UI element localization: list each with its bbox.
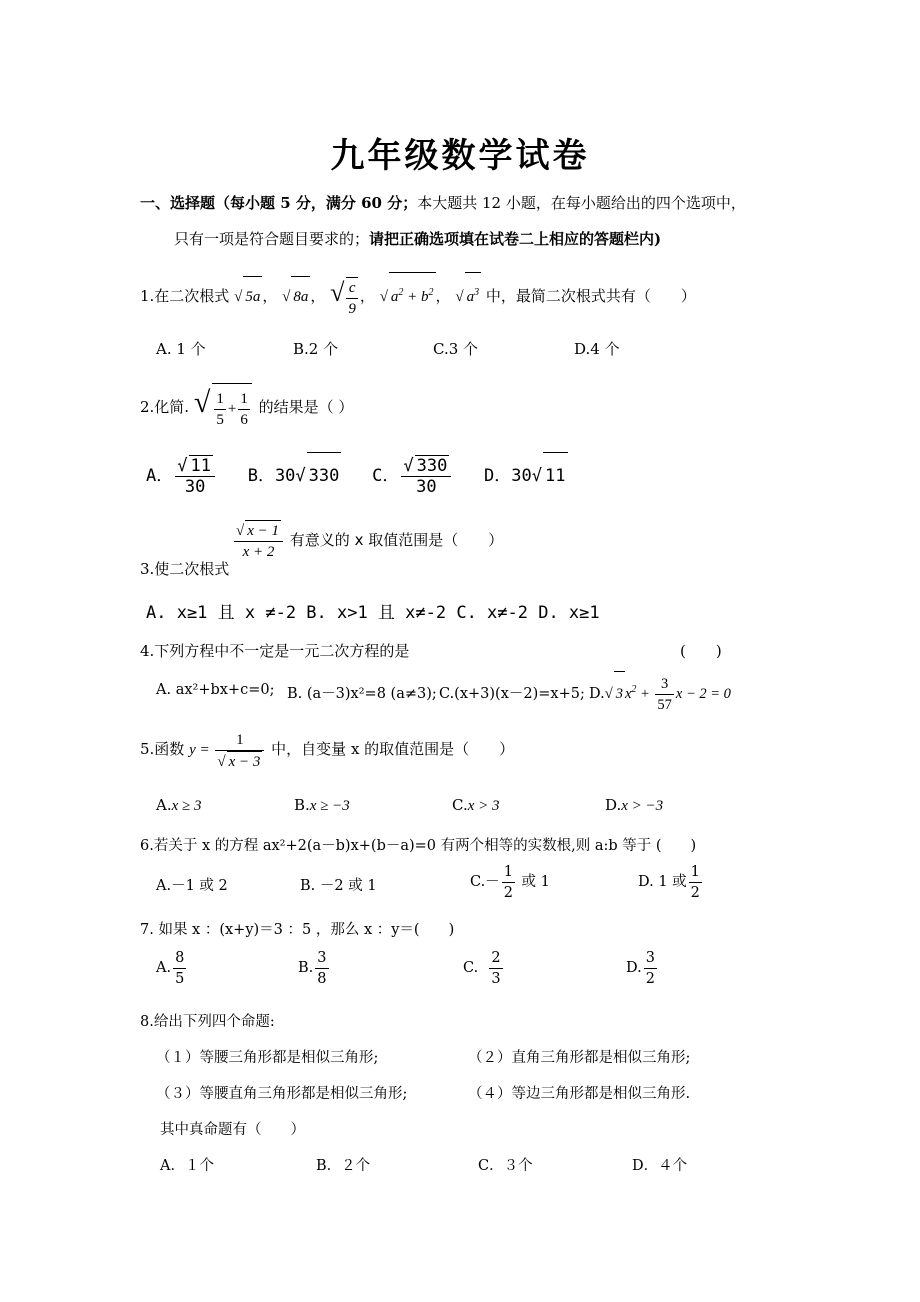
- question-3-expression: $\frac{√ x - 1}{x + 2}$ 有意义的 x 取值范围是（ ）: [232, 520, 503, 562]
- question-1-suffix: 中，最简二次根式共有（ ）: [485, 287, 696, 305]
- question-8-stem: 8.给出下列四个命题:: [140, 1014, 275, 1030]
- section-header-bold: 一、选择题（每小题 5 分，满分 60 分；: [140, 194, 418, 212]
- q1-radical-a3: √ $a^3$: [455, 289, 481, 305]
- q1-radical-8a: √ 8a: [282, 289, 310, 305]
- section-header-line1: [140, 192, 746, 213]
- q8-option-c: C．３个: [478, 1158, 533, 1174]
- question-1-stem: 1.在二次根式 √ 5a ， √ 8a ， √ $\frac{c}{9}$ ， √ $a^2 + b^2$ ， √ $a^3$ 中，最简二次根式共有（ ）: [140, 272, 696, 319]
- q7-option-a: A. $\frac{8}{5}$: [156, 949, 185, 987]
- question-3-prefix: 3.使二次根式: [140, 560, 230, 578]
- q8-proposition-1: （１）等腰三角形都是相似三角形;: [156, 1050, 379, 1066]
- question-5-prefix: 5.函数: [140, 740, 185, 758]
- q2-option-c: C．: [372, 466, 400, 486]
- q2-radical-expression: √ $\frac{1}{5}$ + $\frac{1}{6}$: [194, 400, 254, 416]
- q6-option-d: D. 1 或 $\frac{1}{2}$: [638, 863, 700, 901]
- q2-option-b: B．30: [247, 466, 296, 486]
- q8-option-d: D．４个: [632, 1158, 688, 1174]
- q2-option-d: D．30: [484, 466, 532, 486]
- q8-proposition-4: （４）等边三角形都是相似三角形.: [468, 1086, 691, 1102]
- q5-function: y = $\frac{1}{√ x - 3}$: [189, 742, 266, 758]
- question-2-stem: [140, 378, 353, 434]
- q1-radical-5a: √ 5a: [234, 289, 262, 305]
- q6-option-a: A.－1 或 2: [156, 878, 228, 894]
- q4-option-b: B. (a－3)x²=8 (a≠3);: [287, 686, 437, 702]
- question-4-paren: ( ): [680, 642, 722, 660]
- page-title: 九年级数学试卷: [330, 136, 590, 176]
- q5-option-c: C.x > 3: [452, 796, 500, 814]
- question-3-suffix: 有意义的 x 取值范围是（ ）: [289, 531, 504, 549]
- q8-option-b: B．２个: [316, 1158, 371, 1174]
- q4-option-c: C.(x+3)(x－2)=x+5;: [439, 686, 585, 702]
- q6-option-c: C.－ $\frac{1}{2}$ 或 1: [470, 863, 550, 901]
- q5-option-b: B.x ≥ −3: [294, 796, 350, 814]
- q7-option-d: D. $\frac{3}{2}$: [626, 949, 655, 987]
- q4-option-d: D.√ 3 $x^2$ + $\frac{3}{57}$ x − 2 = 0: [589, 668, 731, 716]
- q1-option-b: B.2 个: [293, 340, 339, 358]
- q7-option-b: B. $\frac{3}{8}$: [298, 949, 327, 987]
- q8-proposition-3: （３）等腰直角三角形都是相似三角形;: [156, 1086, 408, 1102]
- q7-option-c: C. $\frac{2}{3}$: [463, 949, 501, 987]
- q2-options: A． $\frac{√ 11}{30}$ B．30√ 330 C． $\frac{√ 330}{30}$ D．30√ 11: [146, 452, 568, 499]
- question-2-suffix: 的结果是（ ）: [258, 398, 354, 416]
- question-2-prefix: 2.化简.: [140, 398, 190, 416]
- question-7-stem: 7. 如果 x ：(x+y)＝3 ：5 ，那么 x ：y＝( ): [140, 922, 455, 938]
- q1-option-a: A. 1 个: [156, 340, 206, 358]
- q1-radical-a2-b2: √ $a^2 + b^2$: [380, 289, 436, 305]
- q1-option-d: D.4 个: [574, 340, 620, 358]
- section-header-line2: [174, 228, 661, 249]
- q6-option-b: B. －2 或 1: [300, 878, 377, 894]
- q1-radical-c-over-9: √ $\frac{c}{9}$: [330, 278, 356, 317]
- q8-proposition-2: （２）直角三角形都是相似三角形;: [468, 1050, 691, 1066]
- question-6-stem: 6.若关于 x 的方程 ax²+2(a－b)x+(b－a)=0 有两个相等的实数根,则 a:b 等于 ( ): [140, 838, 697, 854]
- q8-question: 其中真命题有（ ）: [160, 1122, 305, 1138]
- section-header-instruction: 请把正确选项填在试卷二上相应的答题栏内): [369, 230, 662, 248]
- q1-option-c: C.3 个: [433, 340, 479, 358]
- section-header-plain: 只有一项是符合题目要求的；: [174, 230, 370, 248]
- q8-option-a: A．１个: [160, 1158, 214, 1174]
- q5-option-a: A.x ≥ 3: [156, 796, 202, 814]
- section-header-rest: 本大题共 12 小题，在每小题给出的四个选项中，: [417, 194, 746, 212]
- question-1-prefix: 1.在二次根式: [140, 287, 230, 305]
- question-5-suffix: 中，自变量 x 的取值范围是（ ）: [271, 740, 515, 758]
- q4-option-a: A. ax²+bx+c=0;: [156, 682, 275, 698]
- question-5-stem: [140, 724, 514, 775]
- q3-options: A. x≥1 且 x ≠-2 B. x>1 且 x≠-2 C. x≠-2 D. x≥1: [146, 603, 600, 623]
- q2-option-a: A．: [146, 466, 174, 486]
- question-4-stem: 4.下列方程中不一定是一元二次方程的是: [140, 642, 410, 660]
- q5-option-d: D.x > −3: [605, 796, 664, 814]
